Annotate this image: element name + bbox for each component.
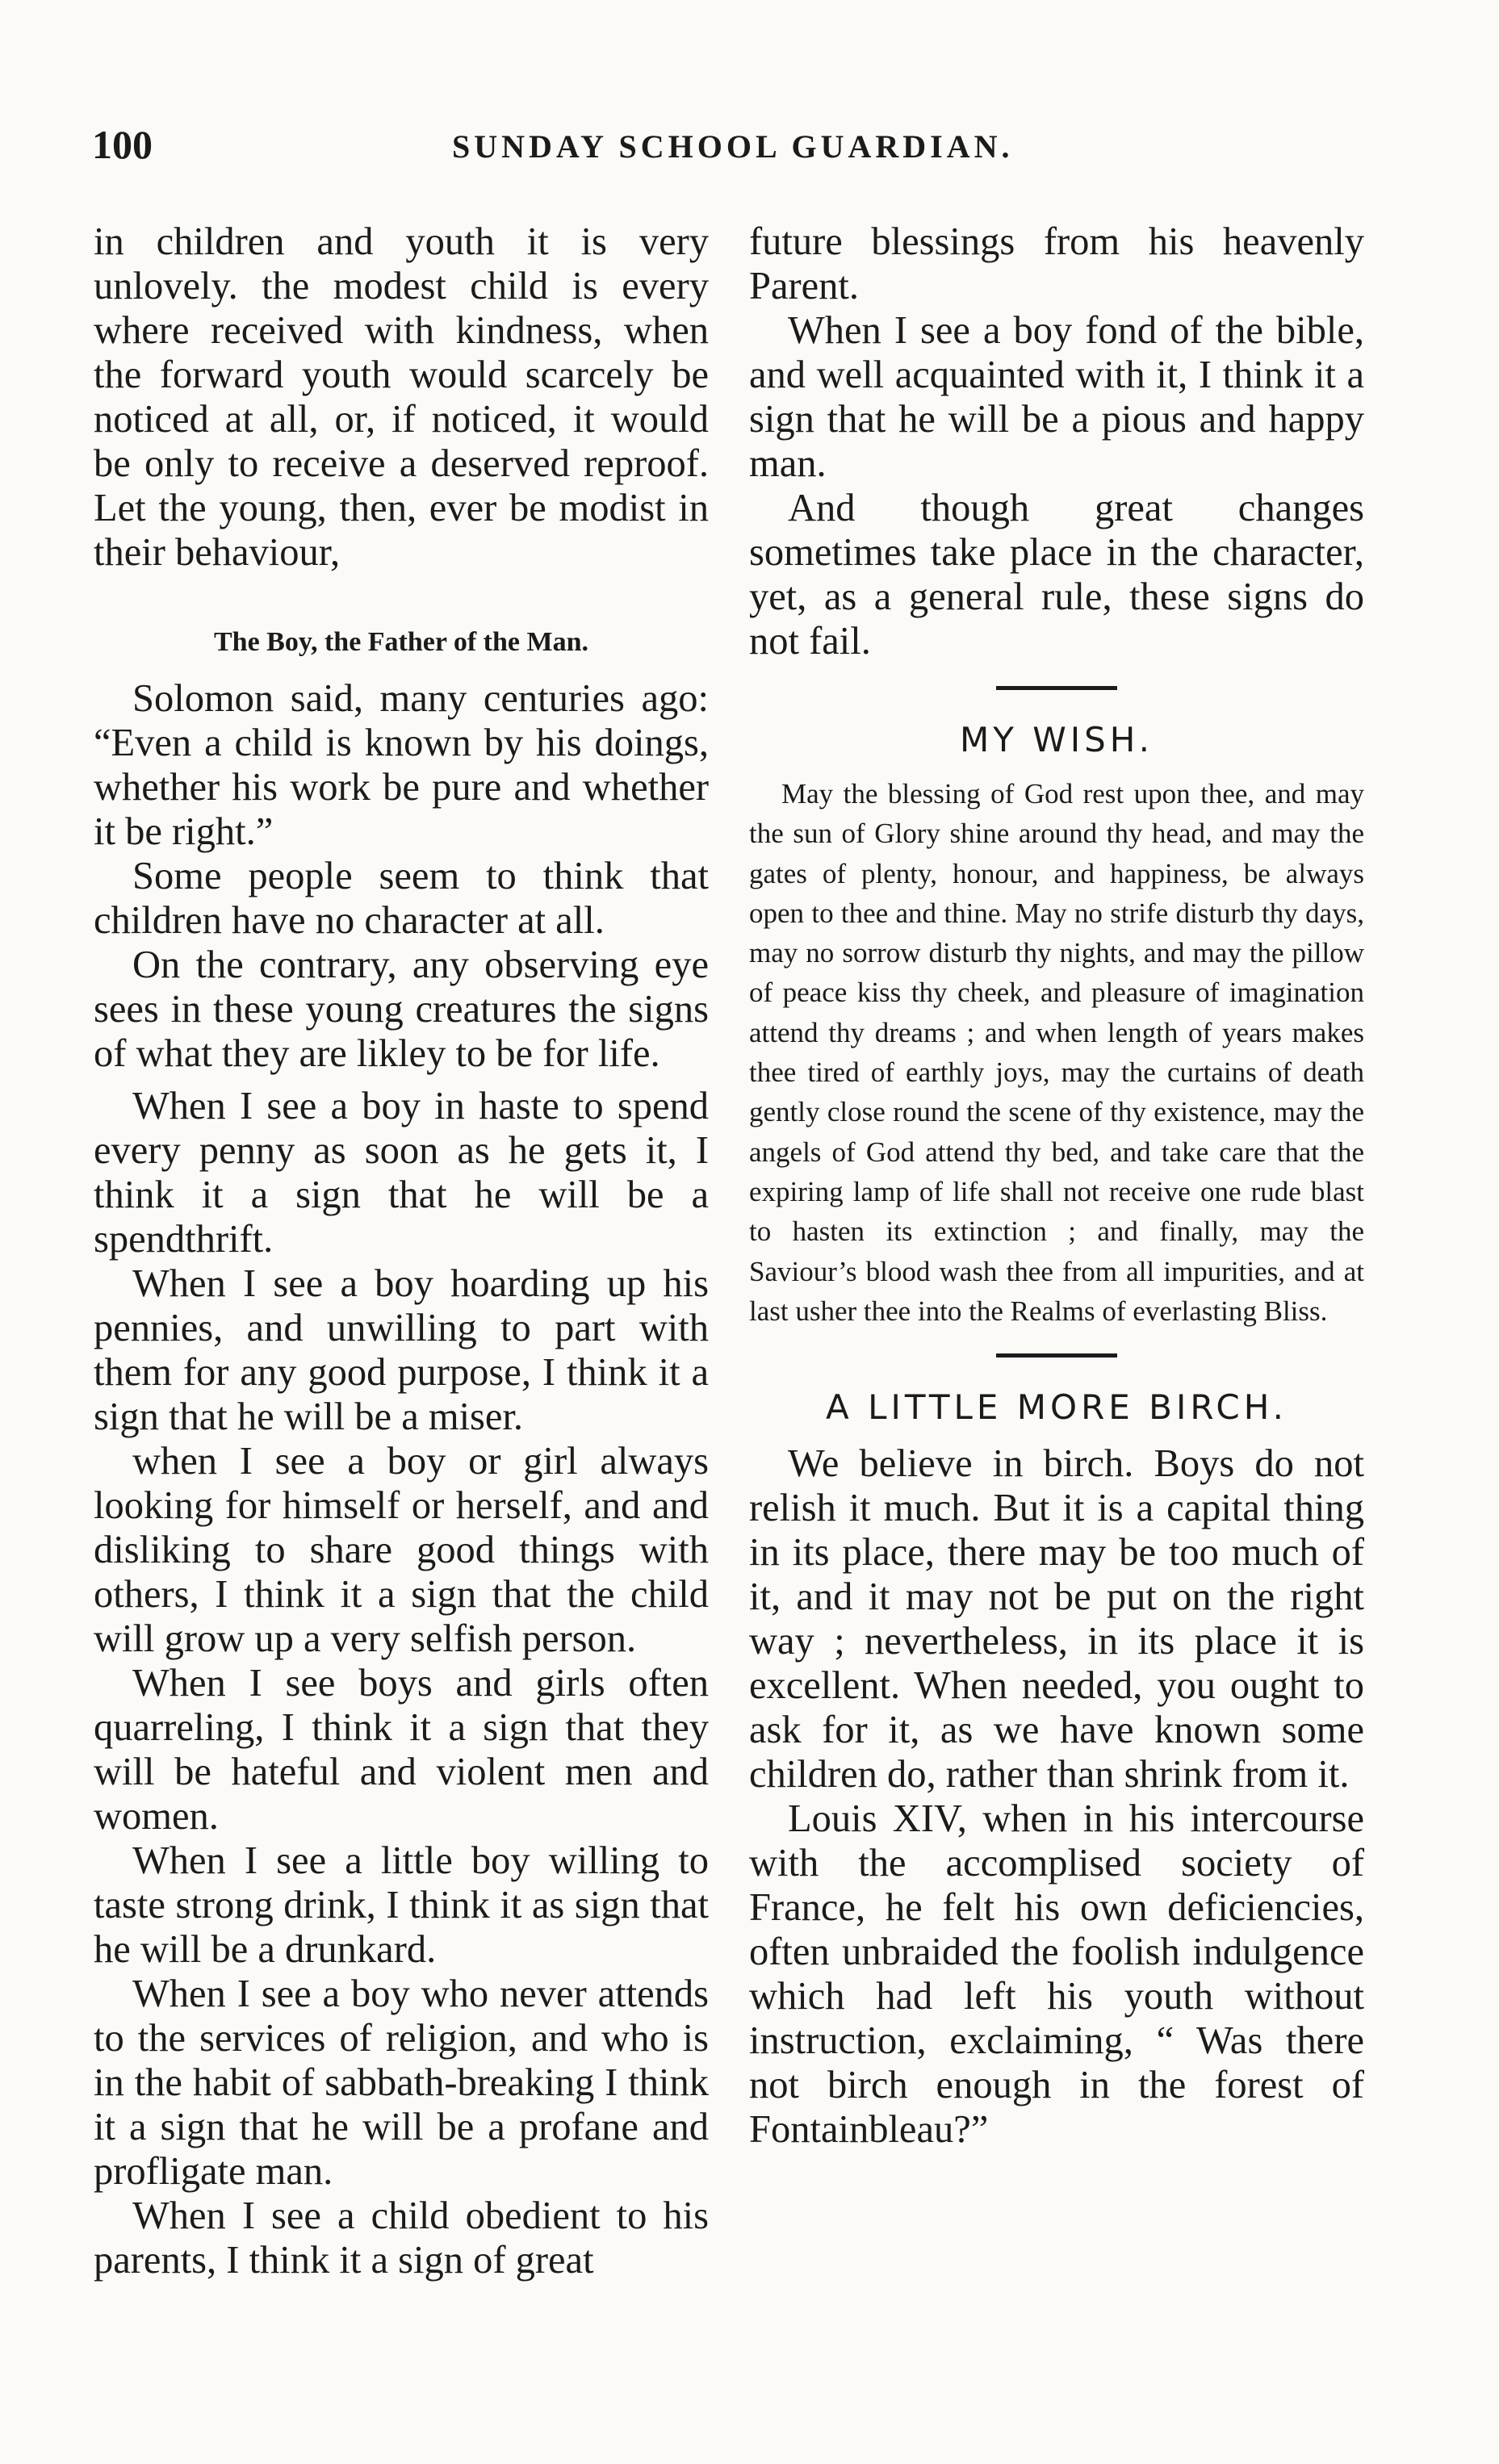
paragraph: We believe in birch. Boys do not relish it much. But it is a capital thing in its place, there may be too much of it, and it may not be put on the right way ; nevertheless, in its place it is excellent. When needed, you ought to ask for it, as we have known some children do, rather than shrink from it. <box>749 1442 1364 1797</box>
right-column <box>749 220 1364 2152</box>
poem-text: May the blessing of God rest upon thee, and may the sun of Glory shine around thy head, and may the gates of plenty, honour, and happiness, be always open to thee and thine. May no strife disturb thy days, may no sorrow disturb thy nights, and may the pillow of peace kiss thy cheek, and pleasure of imagination attend thy dreams ; and when length of years makes thee tired of earthly joys, may the curtains of death gently close round the scene of thy existence, may the angels of God attend thy bed, and take care that the expiring lamp of life shall not receive one rude blast to hasten its extinction ; and finally, may the Saviour’s blood wash thee from all impurities, and at last usher thee into the Realms of everlasting Bliss. <box>749 778 1364 1327</box>
paragraph: And though great changes sometimes take place in the character, yet, as a general rule, these signs do not fail. <box>749 487 1364 663</box>
poem-title: MY WISH. <box>959 720 1154 759</box>
continued-paragraph: in children and youth it is very unlovely. the modest child is every where received with kindness, when the forward youth would scarcely be noticed at all, or, if noticed, it would be only to receive a deserved reproof. Let the young, then, ever be modist in their behaviour, <box>94 220 709 574</box>
section-title: A LITTLE MORE BIRCH. <box>826 1387 1288 1428</box>
page-number: 100 <box>92 122 153 167</box>
journal-title: SUNDAY SCHOOL GUARDIAN. <box>452 128 1014 165</box>
paragraph: When I see a child obedient to his parents, I think it a sign of great <box>94 2194 709 2282</box>
paragraph: When I see a boy fond of the bible, and well acquainted with it, I think it a sign that he will be a pious and happy man. <box>749 309 1364 485</box>
paragraph: Solomon said, many centuries ago: “Even a child is known by his doings, whether his work be pure and whether it be right.” <box>94 677 709 853</box>
paragraph: When I see a boy who never attends to the services of religion, and who is in the habit of sabbath-breaking I think it a sign that he will be a profane and profligate man. <box>94 1972 709 2193</box>
left-column <box>94 220 709 2282</box>
paragraph: When I see a little boy willing to taste strong drink, I think it as sign that he will be a drunkard. <box>94 1839 709 1971</box>
article-title: The Boy, the Father of the Man. <box>213 627 588 657</box>
running-head <box>0 121 1499 178</box>
section-divider <box>996 686 1117 690</box>
continued-paragraph: future blessings from his heavenly Parent. <box>749 220 1364 307</box>
paragraph: when I see a boy or girl always looking for himself or herself, and and disliking to share good things with others, I think it a sign that the child will grow up a very selfish person. <box>94 1440 709 1660</box>
paragraph: When I see a boy in haste to spend every penny as soon as he gets it, I think it a sign that he will be a spendthrift. <box>94 1085 709 1261</box>
paragraph: When I see a boy hoarding up his pennies, and unwilling to part with them for any good purpose, I think it a sign that he will be a miser. <box>94 1262 709 1438</box>
paragraph: When I see boys and girls often quarreling, I think it a sign that they will be hateful and violent men and women. <box>94 1662 709 1838</box>
paragraph: Some people seem to think that children have no character at all. <box>94 855 709 942</box>
paragraph: On the contrary, any observing eye sees in these young creatures the signs of what they are likley to be for life. <box>94 943 709 1075</box>
paragraph: Louis XIV, when in his intercourse with the accomplised society of France, he felt his own deficiencies, often unbraided the foolish indulgence which had left his youth without instruction, exclaiming, “ Was there not birch enough in the forest of Fontainbleau?” <box>749 1797 1364 2152</box>
section-divider <box>996 1353 1117 1358</box>
